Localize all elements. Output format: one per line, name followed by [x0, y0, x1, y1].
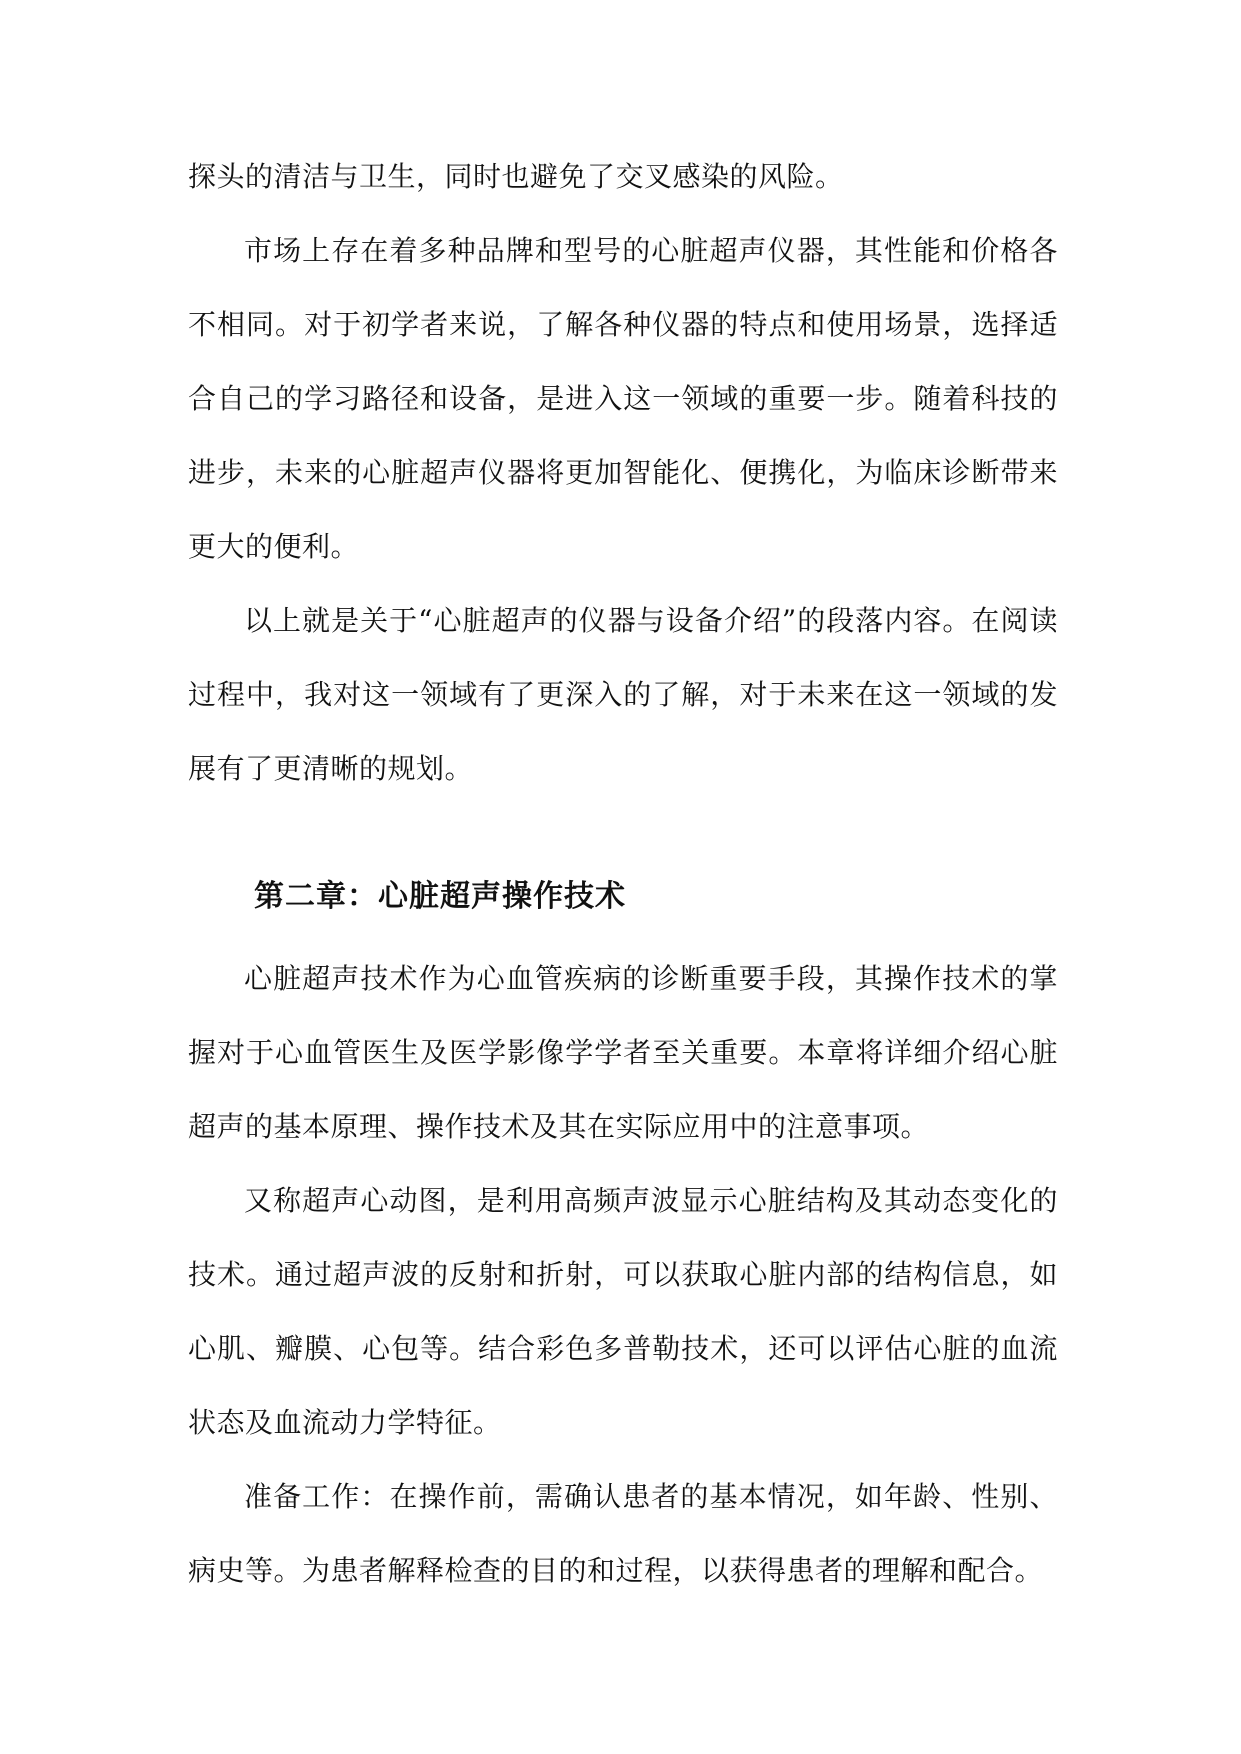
paragraph-instrument-market: 市场上存在着多种品牌和型号的心脏超声仪器，其性能和价格各不相同。对于初学者来说，了解各种仪器的特点和使用场景，选择适合自己的学习路径和设备，是进入这一领域的重要一步。随着科技的进步，未来的心脏超声仪器将更加智能化、便携化，为临床诊断带来更大的便利。	[188, 234, 1058, 563]
paragraph-continuation: 探头的清洁与卫生，同时也避免了交叉感染的风险。	[188, 160, 844, 193]
chapter-heading: 第二章：心脏超声操作技术	[254, 879, 626, 914]
paragraph-echocardiography: 又称超声心动图，是利用高频声波显示心脏结构及其动态变化的技术。通过超声波的反射和折射，可以获取心脏内部的结构信息，如心肌、瓣膜、心包等。结合彩色多普勒技术，还可以评估心脏的血流状态及血流动力学特征。	[188, 1184, 1058, 1439]
document-body	[188, 140, 1058, 1608]
paragraph-summary: 以上就是关于“心脏超声的仪器与设备介绍”的段落内容。在阅读过程中，我对这一领域有了更深入的了解，对于未来在这一领域的发展有了更清晰的规划。	[188, 604, 1058, 785]
paragraph-chapter-intro: 心脏超声技术作为心血管疾病的诊断重要手段，其操作技术的掌握对于心血管医生及医学影像学学者至关重要。本章将详细介绍心脏超声的基本原理、操作技术及其在实际应用中的注意事项。	[188, 962, 1058, 1143]
paragraph-preparation: 准备工作：在操作前，需确认患者的基本情况，如年龄、性别、病史等。为患者解释检查的目的和过程，以获得患者的理解和配合。	[188, 1480, 1058, 1587]
